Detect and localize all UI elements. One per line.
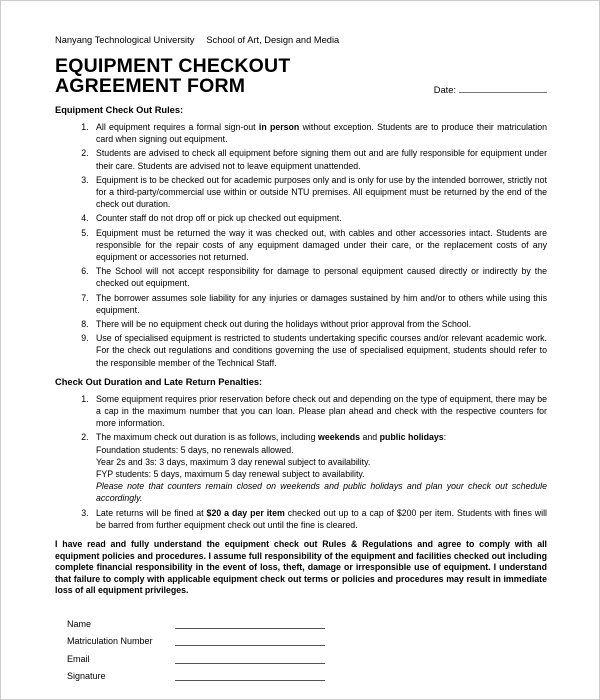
list-item: 3. Equipment is to be checked out for academic purposes only and is only for use by the intended borrower, strictly not for a third-party/commercial use within or outside NTU premises. All equipment must be returned by the end of the check out duration. [91, 174, 547, 211]
list-item: 2. The maximum check out duration is as follows, including weekends and public holidays: Foundation students: 5 days, no renewals allowed. Year 2s and 3s: 3 days, maximum 3 day renewal subject to availability. FYP students: 5 days, maximum 5 day renewal subject to availability. Please note that counters remain closed on weekends and public holidays and plan your check out schedule accordingly. [91, 431, 547, 504]
list-item: 1. Some equipment requires prior reservation before check out and depending on the type of equipment, there may be a cap in the maximum number that you can loan. Please plan ahead and check with the respective counters for more information. [91, 393, 547, 430]
school-name: School of Art, Design and Media [206, 35, 340, 45]
title-line-1: EQUIPMENT CHECKOUT [55, 55, 291, 77]
penalties-heading: Check Out Duration and Late Return Penalties: [55, 376, 263, 387]
field-row-email [67, 646, 547, 664]
field-row-matriculation [67, 629, 547, 647]
list-item: 5. Equipment must be returned the way it was checked out, with cables and other accessories intact. Students are responsible for the repair costs of any equipment damaged under their care, or the replacement costs of any equipment or accessories not returned. [91, 227, 547, 264]
date-blank-line [459, 83, 547, 93]
list-item: 6. The School will not accept responsibility for damage to personal equipment caused directly or indirectly by the checked out equipment. [91, 265, 547, 289]
name-label: Name [67, 618, 92, 629]
list-item: 3. Late returns will be fined at $20 a day per item checked out up to a cap of $200 per item. Students with fines will be barred from further equipment check out until the fine is cleared. [91, 507, 547, 531]
page-title [55, 56, 290, 97]
list-item: 7. The borrower assumes sole liability for any injuries or damages sustained by him and/or to others while using this equipment. [91, 292, 547, 316]
signature-label: Signature [67, 671, 106, 681]
date-label: Date: [433, 84, 456, 95]
list-item: 9. Use of specialised equipment is restricted to students undertaking specific courses and/or relevant academic work. For the check out regulations and conditions governing the use of specialised equipment, students should refer to the responsible member of the Technical Staff. [91, 332, 547, 369]
title-line-2: AGREEMENT FORM [55, 75, 246, 98]
field-row-name [67, 611, 547, 629]
list-item: 1. All equipment requires a formal sign-out in person without exception. Students are to produce their matriculation card when signing out equipment. [91, 121, 547, 145]
title-row [55, 56, 547, 97]
name-blank-line [175, 616, 325, 629]
penalties-list [55, 393, 547, 531]
list-item: 4. Counter staff do not drop off or pick up checked out equipment. [91, 212, 547, 224]
field-row-signature [67, 664, 547, 682]
signature-section [67, 611, 547, 681]
rules-heading: Equipment Check Out Rules: [55, 104, 184, 115]
matriculation-number-blank-line [175, 633, 325, 646]
signature-blank-line [175, 668, 325, 681]
list-item: 8. There will be no equipment check out during the holidays without prior approval from the School. [91, 318, 547, 330]
university-name: Nanyang Technological University [55, 35, 195, 45]
email-label: Email [67, 653, 90, 664]
matriculation-number-label: Matriculation Number [67, 636, 153, 646]
date-field [434, 83, 547, 97]
list-item: 2. Students are advised to check all equipment before signing them out and are fully responsible for equipment under their care. Students are advised not to leave equipment unattended. [91, 147, 547, 171]
rules-list [55, 121, 547, 369]
document-header [55, 35, 547, 45]
email-blank-line [175, 651, 325, 664]
acknowledgment-text: I have read and fully understand the equipment check out Rules & Regulations and agree to comply with all equipment policies and procedures. I assume full responsibility of the equipment and facilities checked out including complete financial responsibility in the event of loss, theft, damage or irresponsible use of equipment. I understand that failure to comply with applicable equipment check out terms or policies and procedures may result in immediate loss of all equipment privileges. [55, 539, 547, 596]
